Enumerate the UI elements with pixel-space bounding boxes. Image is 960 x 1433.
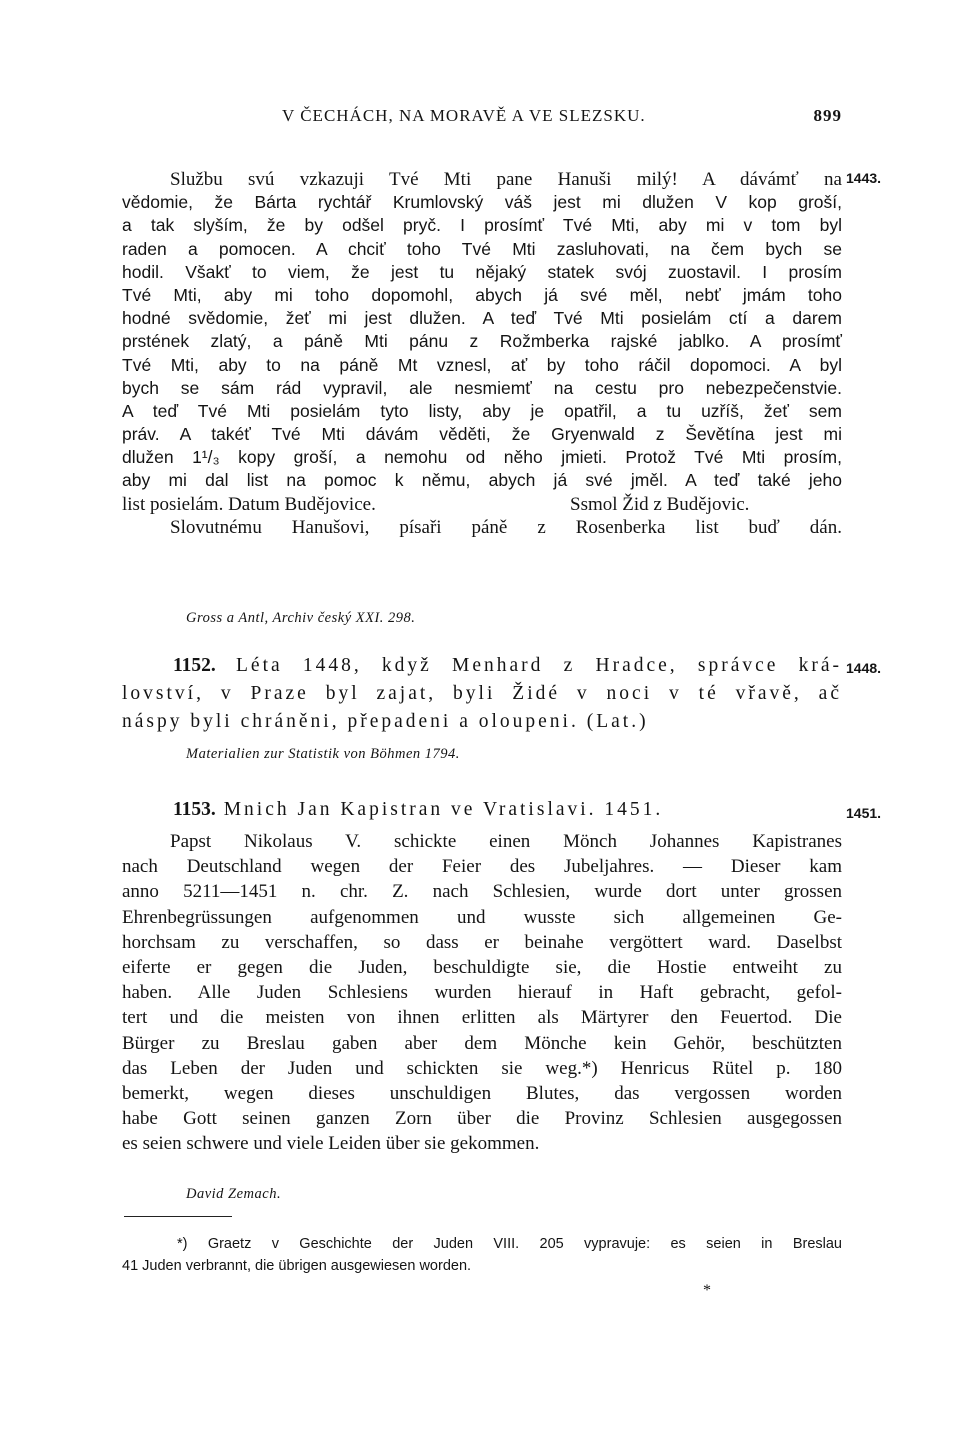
letter-line: hodil. Všakť to viem, že jest tu nějaký statek svój zuostavil. I prosím — [122, 261, 842, 282]
footnote-line2: 41 Juden verbrannt, die übrigen ausgewiesen worden. — [122, 1258, 472, 1274]
letter-text — [122, 168, 842, 539]
letter-line: hodné svědomie, žeť mi jest dlužen. A teď Tvé Mti posielám ctí a darem — [122, 308, 842, 329]
entry-1153-line: Bürger zu Breslau gaben aber dem Mönche kein Gehör, beschützten — [122, 1032, 842, 1054]
letter-line: aby mi dal list na pomoc k němu, abych já své jměl. A teď také jeho — [122, 470, 842, 491]
margin-year-1451: 1451. — [846, 805, 882, 821]
entry-1152-number: 1152. — [173, 655, 216, 676]
entry-1153-line: haben. Alle Juden Schlesiens wurden hierauf in Haft gebracht, gefol- — [122, 982, 842, 1004]
letter-address: Slovutnému Hanušovi, písaři páně z Rosenberka list buď dán. — [170, 516, 842, 538]
letter-line: prstének zlatý, a páně Mti pánu z Rožmberka rajské jablko. A prosímť — [122, 331, 842, 352]
entry-1153-line: anno 5211—1451 n. chr. Z. nach Schlesien, wurde dort unter grossen — [122, 881, 842, 903]
margin-year-1448: 1448. — [846, 660, 882, 676]
entry-1153-line: habe Gott seinen ganzen Zorn über die Provinz Schlesien ausgegossen — [122, 1108, 842, 1130]
entry-1153-title: Mnich Jan Kapistran ve Vratislavi. 1451. — [223, 799, 664, 820]
entry-1153-line: es seien schwere und viele Leiden über sie gekommen. — [122, 1133, 540, 1155]
letter-line: vědomie, že Bárta rychtář Krumlovský váš jest mi dlužen V kop groší, — [122, 192, 842, 213]
letter-line: a tak slyším, že by odšel pryč. I prosímť Tvé Mti, aby mi v tom byl — [122, 215, 842, 236]
letter-line: raden a pomocen. A chciť toho Tvé Mti zasluhovati, na čem bych se — [122, 238, 842, 259]
letter-closing — [122, 493, 842, 516]
entry-1153-line: tert und die meisten von ihnen erlitten als Märtyrer den Feuertod. Die — [122, 1007, 842, 1029]
letter-line: A teď Tvé Mti posielám tyto listy, aby je opatřil, a tu uzříš, žeť sem — [122, 400, 842, 421]
entry-1152-line2: lovství, v Praze byl zajat, byli Židé v noci v té vřavě, ač — [122, 683, 842, 704]
entry-1153-line: bemerkt, wegen dieses unschuldigen Blutes, das vergossen worden — [122, 1082, 842, 1104]
entry-1153-line: eiferte er gegen die Juden, beschuldigte sie, die Hostie entweiht zu — [122, 956, 842, 978]
entry-1153-line: Papst Nikolaus V. schickte einen Mönch Johannes Kapistranes — [170, 831, 842, 852]
footnote-rule — [124, 1216, 232, 1217]
entry-1152-source: Materialien zur Statistik von Böhmen 1794. — [186, 746, 460, 762]
running-title: V ČECHÁCH, NA MORAVĚ A VE SLEZSKU. — [282, 106, 646, 125]
entry-1153-line: horchsam zu verschaffen, so dass er beinahe vergöttert ward. Daselbst — [122, 931, 842, 953]
margin-year-1443: 1443. — [846, 170, 882, 186]
letter-line: práv. A takéť Tvé Mti dávám věděti, že Gryenwald z Ševětína jest mi — [122, 424, 842, 445]
entry-1153-line: das Leben der Juden und schickten sie weg.*) Henricus Rütel p. 180 — [122, 1057, 842, 1079]
entry-1153-number: 1153. — [173, 799, 216, 820]
letter-line: Službu svú vzkazuji Tvé Mti pane Hanuši milý! A dávámť na — [170, 169, 842, 190]
footnote-line1: *) Graetz v Geschichte der Juden VIII. 205 vypravuje: es seien in Breslau — [177, 1236, 842, 1252]
entry-1153-text — [122, 830, 842, 1157]
entry-1153-line: Ehrenbegrüssungen aufgenommen und wusste sich allgemeinen Ge- — [122, 906, 842, 928]
entry-1152-text: Léta 1448, když Menhard z Hradce, správce krá- — [236, 655, 842, 676]
entry-1153-line: nach Deutschland wegen der Feier des Jubeljahres. — Dieser kam — [122, 856, 842, 878]
letter-line: bych se sám rád vypravil, ale nesmiemť na cestu pro nebezpečenstvie. — [122, 377, 842, 398]
letter-signature: Ssmol Žid z Budějovic. — [570, 493, 750, 515]
page-number: 899 — [813, 106, 842, 125]
letter-line: dlužen 1¹/₃ kopy groší, a nemohu od něho jmieti. Protož Tvé Mti prosím, — [122, 447, 842, 468]
letter-line: Tvé Mti, aby mi toho dopomohl, abych já své měl, nebť jmám toho — [122, 284, 842, 305]
entry-1153-source: David Zemach. — [186, 1186, 282, 1202]
entry-1153-heading — [173, 797, 663, 823]
entry-1152-line1 — [173, 653, 842, 679]
letter-source: Gross a Antl, Archiv český XXI. 298. — [186, 610, 416, 626]
letter-closing-date: list posielám. Datum Budějovice. — [122, 493, 376, 515]
bottom-signature-mark: * — [703, 1282, 711, 1299]
letter-line: Tvé Mti, aby to na páně Mt vznesl, ať by toho ráčil dopomoci. A byl — [122, 354, 842, 375]
entry-1152-line3: náspy byli chráněni, přepadeni a oloupeni. (Lat.) — [122, 711, 649, 732]
